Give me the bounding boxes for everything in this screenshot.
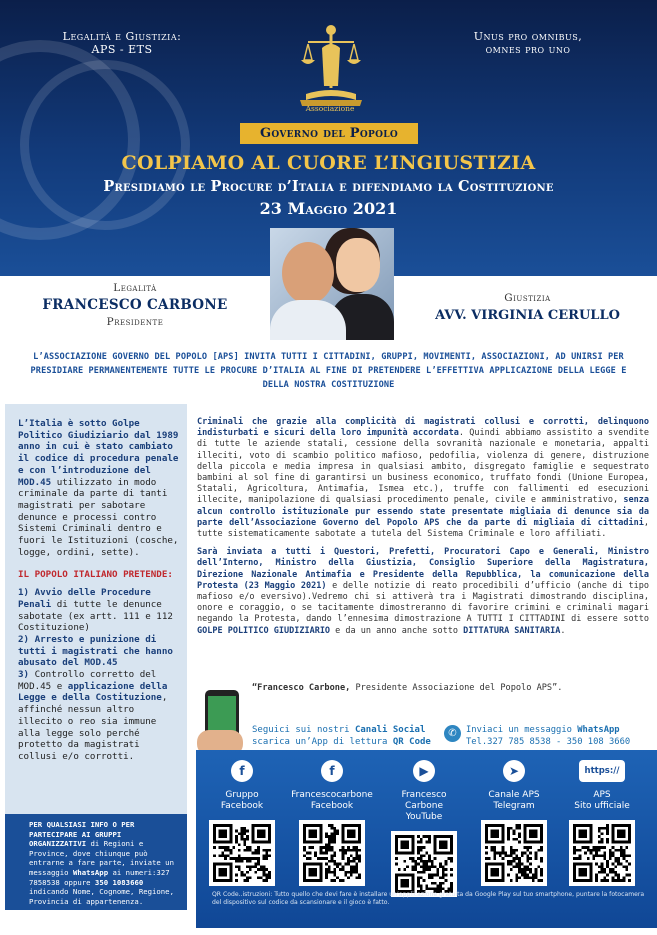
info-phone: 350 1083660 <box>94 877 144 887</box>
qr-label: Facebook <box>310 801 354 811</box>
demand-heading: IL POPOLO ITALIANO PRETENDE: <box>18 569 173 581</box>
bold-span: Sarà inviata a tutti i Questori, Prefetti, Procuratori Capo e Generali, Ministro dell’Interno, Ministro della Giustizia, Consiglio Superiore della Magistratura, Direzione Nazionale Antimafia e Presidente della Repubblica, la comunicazione della Protesta (23 Maggio 2021) <box>197 547 649 591</box>
quote-text: Presidente Associazione del Popolo APS”. <box>350 683 563 693</box>
qr-label: Francescocarbone <box>291 790 373 800</box>
text-span: , tutte sistematicamente sabotate a tutela del Sistema Criminale e loro affiliati. <box>197 517 649 540</box>
info-text: indicando Nome, Cognome, Regione, Provincia di appartenenza. <box>29 887 174 906</box>
logo-caption: Associazione <box>305 104 355 113</box>
telegram-icon[interactable]: ➤ <box>503 760 525 782</box>
president-block <box>0 282 270 328</box>
speakers-photo <box>270 228 394 340</box>
sidebar-intro-bold: L’Italia è sotto Golpe Politico Giudiziario dal 1989 anno in cui è stato cambiato il codice di procedura penale e con l’introduzione del MOD.45 <box>18 418 179 488</box>
info-heading: PER QUALSIASI INFO O PER PARTECIPARE AI GRUPPI ORGANIZZATIVI <box>29 820 135 849</box>
follow-line: scarica un’App di lettura <box>252 737 393 747</box>
man-figure-body <box>270 300 346 340</box>
info-text: ai numeri: <box>108 867 157 877</box>
lawyer-block <box>398 292 657 323</box>
role-label: Presidente <box>106 316 164 328</box>
demand-text: , affinché nessun altro illecito o reo sia immune alla legge solo perché protetto da magistrati collusi e/o corrotti. <box>18 692 168 762</box>
demand-item <box>18 634 180 669</box>
qr-code[interactable] <box>481 820 547 886</box>
demand-text: di tutte le denunce sabotate (ex artt. 111 e 112 Costituzione) <box>18 598 173 634</box>
qr-label: YouTube <box>405 812 443 822</box>
president-name: FRANCESCO CARBONE <box>42 297 228 313</box>
info-text: oppure <box>59 877 95 887</box>
motto-line: Unus pro omnibus, <box>473 30 583 43</box>
facebook-icon[interactable]: f <box>321 760 343 782</box>
info-whatsapp: WhatsApp <box>72 867 109 877</box>
info-text: di Regioni e Province, dove chiunque può entrarne a fare parte, inviate un messaggio <box>29 839 174 877</box>
invitation-text: L’ASSOCIAZIONE GOVERNO DEL POPOLO [APS] INVITA TUTTI I CITTADINI, GRUPPI, MOVIMENTI, ASSOCIAZIONI, AD UNIRSI PER PRESIDIARE PERMANENTEMENTE TUTTE LE PROCURE D’ITALIA AL FINE DI PRETENDERE L’EFFETTIVA APPLICAZIONE DELLA LEGGE E DELLA NOSTRA COSTITUZIONE <box>30 352 627 390</box>
qr-code[interactable] <box>391 831 457 897</box>
header-right-motto <box>458 30 598 56</box>
smartphone-icon <box>205 690 239 748</box>
qr-label: Gruppo <box>225 790 259 800</box>
link-icon[interactable]: https:// <box>579 760 625 782</box>
woman-figure <box>336 238 380 292</box>
qr-label: Francesco Carbone <box>401 790 447 811</box>
paragraph <box>197 547 649 637</box>
qr-instructions: QR Code..istruzioni: Tutto quello che devi fare è installare un’applicazione gratuita da Google Play sul tuo smartphone, puntare la fotocamera del dispositivo sul codice da scansionare e il gioco è fatto. <box>212 891 645 906</box>
motto-line: APS - ETS <box>91 43 153 56</box>
justice-statue-logo <box>296 20 366 108</box>
wa-numbers[interactable]: Tel.327 785 8538 - 350 108 3660 <box>466 737 631 747</box>
demand-bold: 1) Avvio delle Procedure Penali <box>18 587 151 610</box>
follow-text <box>252 724 452 748</box>
sidebar-text <box>18 418 180 763</box>
qr-label: Facebook <box>220 801 264 811</box>
bold-span: GOLPE POLITICO GIUDIZIARIO <box>197 625 331 636</box>
whatsapp-text <box>466 724 656 748</box>
qr-column-telegram[interactable] <box>472 760 556 886</box>
demand-text: Controllo corretto del MOD.45 e <box>18 669 157 692</box>
qr-column-facebook-group[interactable] <box>200 760 284 886</box>
wa-line: Inviaci un messaggio <box>466 725 578 735</box>
qr-code[interactable] <box>569 820 635 886</box>
info-box <box>5 814 187 910</box>
org-banner: Governo del Popolo <box>240 123 418 144</box>
event-date: 23 Maggio 2021 <box>259 199 398 218</box>
role-label: Giustizia <box>504 292 551 304</box>
demand-item <box>18 587 180 634</box>
facebook-icon[interactable]: f <box>231 760 253 782</box>
demand-bold: 3) <box>18 669 30 681</box>
text-span: e delle notizie di reato procedibili d’ufficio (anche di tipo mafioso e/o eversivo).Vedremo chi si attiverà tra i Magistrati dimostrando disciplina, onore e coraggio, o se tacitamente dimostreranno di favorire crimini e criminali magari negando la Protesta, dando l’ennesima dimostrazione A TUTTI I CITTADINI di essere sotto <box>197 580 650 625</box>
lawyer-name: AVV. VIRGINIA CERULLO <box>435 308 620 323</box>
qr-label: Telegram <box>493 801 535 811</box>
text-span: . Quindi abbiamo assistito a svendite di tutte le aziende statali, cessione della sovranità nazionale e monetaria, appalti illeciti, voto di scambio politico mafioso, pedofilia, violenza di genere, distruzione della piccola e media impresa in qualsiasi ambito, disgregato famiglie e sequestrato bambini al sol fine di garantirsi un business economico, truffato fondi (Unione Europea, Statali, Agricoltura, Antimafia, Ismea etc.), truffe con fallimenti ed esecuzioni illecite, manipolazione di qualsiasi procedimento penale, civile e amministrativo, <box>197 428 649 506</box>
qr-column-facebook-profile[interactable] <box>290 760 374 886</box>
sidebar-intro: utilizzato in modo criminale da parte di tanti magistrati per sabotare denunce e processi contro Sistemi Criminali dentro e fuori le Istituzioni (cosche, logge, ordini, sette). <box>18 476 179 558</box>
main-text <box>197 417 649 637</box>
qr-code[interactable] <box>209 820 275 886</box>
demand-bold: 2) Arresto e punizione di tutti i magistrati che hanno abusato del MOD.45 <box>18 633 173 669</box>
follow-line: Seguici sui nostri <box>252 725 355 735</box>
demand-bold: applicazione della Legge e della Costituzione <box>18 680 168 704</box>
text-span: e da un anno anche sotto <box>330 625 464 636</box>
qr-label: APS <box>593 790 611 800</box>
text-span: . <box>560 625 566 636</box>
president-quote <box>252 683 632 693</box>
motto-line: Legalità e Giustizia: <box>62 30 182 43</box>
phone-icon: ✆ <box>444 725 461 742</box>
qr-code[interactable] <box>299 820 365 886</box>
man-figure <box>282 242 334 304</box>
paragraph <box>197 417 649 540</box>
header-left-motto <box>52 30 192 56</box>
qr-column-website[interactable] <box>560 760 644 886</box>
qr-label: Canale APS <box>488 790 540 800</box>
motto-line: omnes pro uno <box>485 43 571 56</box>
qr-column-youtube[interactable] <box>382 760 466 897</box>
quote-name: “Francesco Carbone, <box>252 683 351 693</box>
follow-bold: Canali Social <box>354 725 426 735</box>
demand-item <box>18 669 180 763</box>
bold-span: senza alcun controllo istituzionale pur essendo state presentate migliaia di denunce sia da parte dell’Associazione Governo del Popolo APS che da parte di migliaia di cittadini <box>197 495 649 528</box>
role-label: Legalità <box>113 282 157 294</box>
bold-span: Criminali che grazie alla complicità di magistrati collusi e corrotti, delinquono indisturbati e sicuri della loro impunità accordata <box>197 417 649 439</box>
info-phone: 327 7858538 <box>29 867 170 887</box>
follow-bold: QR Code <box>392 737 431 747</box>
page-title: COLPIAMO AL CUORE L’INGIUSTIZIA <box>121 152 536 174</box>
qr-label: Sito ufficiale <box>574 801 630 811</box>
page-subtitle: Presidiamo le Procure d’Italia e difendiamo la Costituzione <box>103 178 554 195</box>
wa-bold: WhatsApp <box>577 725 620 735</box>
youtube-icon[interactable]: ▶ <box>413 760 435 782</box>
bold-span: DITTATURA SANITARIA <box>463 625 561 636</box>
